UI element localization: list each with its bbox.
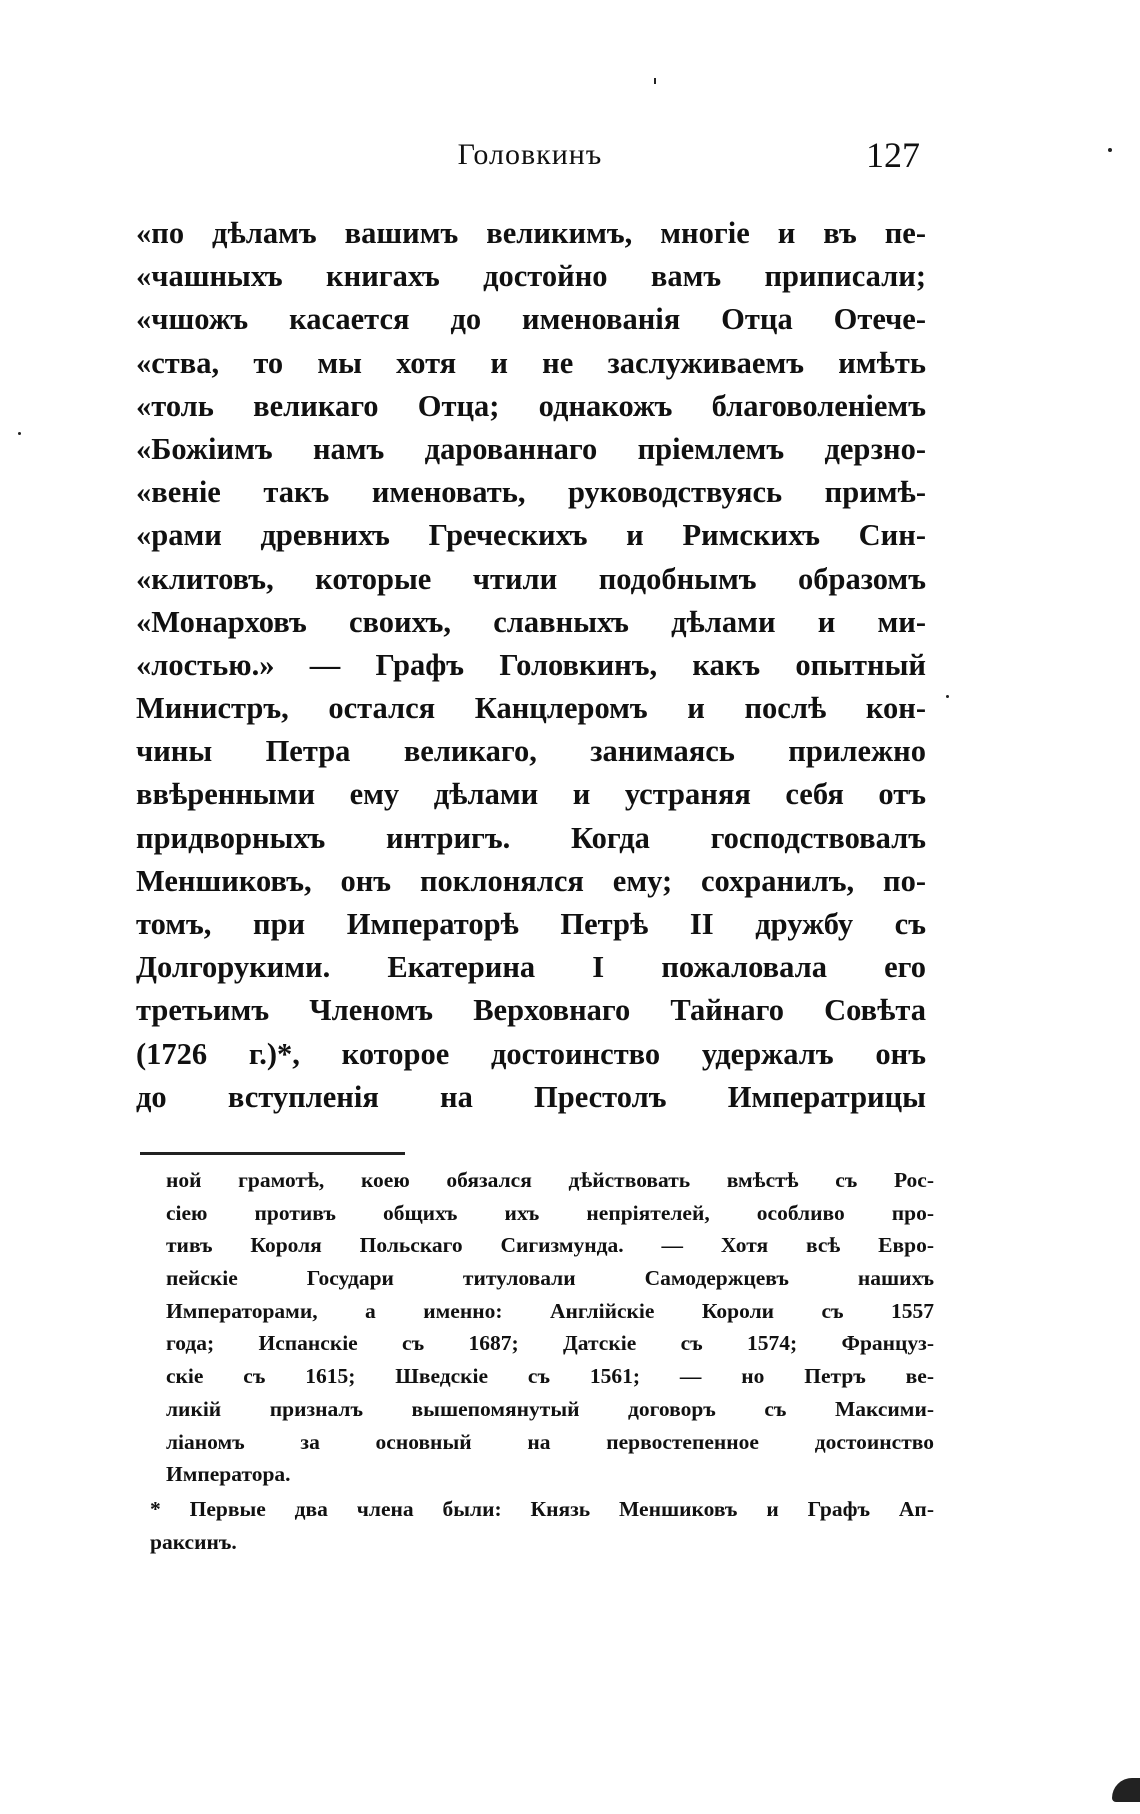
text-line: Министръ, остался Канцлеромъ и послѣ кон- [136, 691, 926, 726]
footnote-asterisk [150, 1493, 934, 1558]
footnote-line: ликiй призналъ вышепомянутый договоръ съ Максими- [166, 1396, 934, 1421]
text-line: «лостью.» — Графъ Головкинъ, какъ опытный [136, 647, 926, 682]
scan-speck [18, 432, 21, 435]
footnote-continuation [166, 1164, 934, 1491]
text-line: Долгорукими. Екатерина I пожаловала его [136, 950, 926, 985]
footnote-line: ной грамотѣ, коею обязался дѣйствовать вмѣстѣ съ Рос- [166, 1168, 934, 1192]
text-line: томъ, при Императорѣ Петрѣ II дружбу съ [136, 907, 926, 941]
text-line: «Монарховъ своихъ, славныхъ дѣлами и ми- [136, 604, 926, 639]
text-line: «венiе такъ именовать, руководствуясь примѣ- [136, 475, 926, 510]
text-line: «толь великаго Отца; однакожъ благоволенiемъ [136, 388, 926, 423]
text-line: «чашныхъ книгахъ достойно вамъ приписали; [136, 259, 926, 294]
text-line: «ства, то мы хотя и не заслуживаемъ имѣть [136, 345, 926, 380]
footnote-line: * Первые два члена были: Князь Меншиковъ и Графъ Ап- [150, 1496, 934, 1521]
footnote-line: раксинъ. [150, 1529, 237, 1554]
footnote-line: лiаномъ за основный на первостепенное достоинство [166, 1429, 934, 1454]
running-title: Головкинъ [457, 138, 603, 171]
scan-speck [1108, 148, 1112, 152]
text-line: Меншиковъ, онъ поклонялся ему; сохранилъ, по- [136, 863, 926, 898]
text-line: «рами древнихъ Греческихъ и Римскихъ Син- [136, 518, 926, 553]
footnote-separator [140, 1152, 405, 1155]
text-line: придворныхъ интригъ. Когда господствовалъ [136, 820, 926, 855]
text-line: «клитовъ, которые чтили подобнымъ образомъ [136, 561, 926, 596]
footnote-line: года; Испанскiе съ 1687; Датскiе съ 1574; Француз- [166, 1331, 934, 1356]
text-line: ввѣренными ему дѣлами и устраняя себя отъ [136, 777, 926, 812]
page-header [140, 135, 920, 182]
scan-speck [946, 695, 949, 698]
text-line: третьимъ Членомъ Верховнаго Тайнаго Совѣта [136, 993, 926, 1028]
text-line: «по дѣламъ вашимъ великимъ, многiе и въ пе- [136, 216, 926, 250]
text-line: чины Петра великаго, занимаясь прилежно [136, 734, 926, 769]
page-number: 127 [866, 135, 920, 175]
footnote-line: Императорами, а именно: Англiйскiе Короли съ 1557 [166, 1298, 934, 1323]
footnote-line: скiе съ 1615; Шведскiе съ 1561; — но Петръ ве- [166, 1364, 934, 1389]
footnote-line: пейскiе Государи титуловали Самодержцевъ нашихъ [166, 1266, 934, 1291]
scan-edge-mark [1112, 1778, 1140, 1802]
text-line: «Божiимъ намъ дарованнаго прiемлемъ дерзно- [136, 431, 926, 466]
scan-speck [654, 78, 656, 84]
text-line: до вступленiя на Престолъ Императрицы [136, 1079, 926, 1114]
footnote-line: Императора. [166, 1462, 291, 1487]
text-line: (1726 г.)*, которое достоинство удержалъ онъ [136, 1036, 926, 1071]
main-text [136, 212, 926, 1119]
footnote-line: тивъ Короля Польскаго Сигизмунда. — Хотя всѣ Евро- [166, 1233, 934, 1258]
footnotes [150, 1164, 934, 1558]
footnote-line: сiею противъ общихъ ихъ непрiятелей, особливо про- [166, 1200, 934, 1225]
text-line: «чшожъ касается до именованiя Отца Отече- [136, 302, 926, 337]
